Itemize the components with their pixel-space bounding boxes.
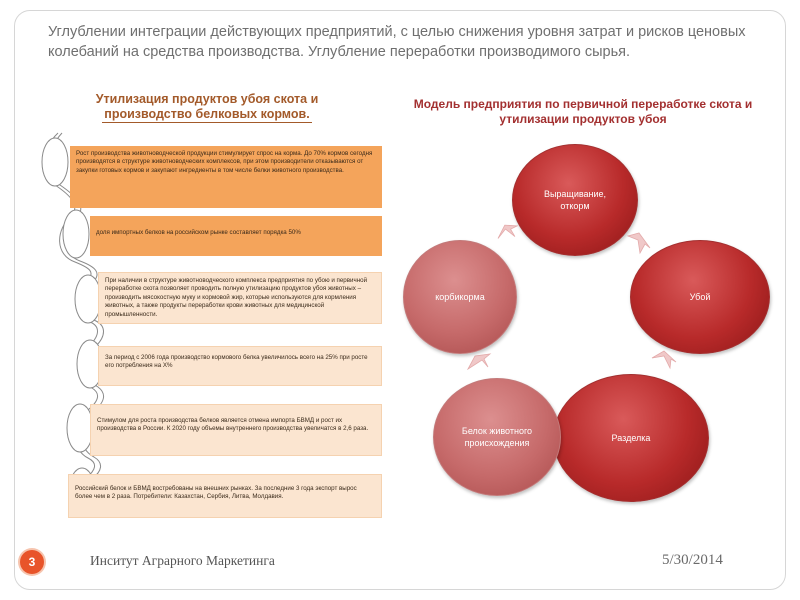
cycle-node-butchering [553,374,709,502]
left-panel-item-5: Стимулом для роста производства белков является отмена импорта БВМД и рост их производства в России. К 2020 году объемы внутреннего производства увеличатся в 2,6 раза. [90,404,382,456]
cycle-node-slaughter-label: Убой [689,292,711,302]
left-title-line1: Утилизация продуктов убоя скота и [95,92,319,106]
cycle-arrow-3 [652,351,676,368]
cycle-arrow-5 [468,354,490,369]
left-panel-item-6: Российский белок и БВМД востребованы на внешних рынках. За последние 3 года экспорт вырос более чем в 2 раза. Потребители: Казахстан, Сербия, Литва, Молдавия. [68,474,382,518]
right-panel-title: Модель предприятия по первичной переработке скота и утилизации продуктов убоя [413,97,753,126]
header-text: Углублении интеграции действующих предприятий, с целью снижения уровня затрат и рисков ценовых колебаний на средства производства. Углубление переработки производимого сырья. [48,24,746,60]
cycle-node-growing-label: Выращивание, откорм [543,189,607,211]
left-panel-item-3: При наличии в структуре животноводческого комплекса предприятия по убою и первичной переработке скота позволяет проводить полную утилизацию продуктов убоя животных – производить мясокостную муку и кормовой жир, которые используются для кормления животных, а также продукты переработки крови животных для медицинской промышленности. [98,272,382,324]
slide-number-badge: 3 [20,550,44,574]
left-panel-item-2: доля импортных белков на российском рынке составляет порядка 50% [90,216,382,256]
cycle-node-animal-protein-label: Белок животного происхождения [461,426,533,448]
cycle-node-butchering-label: Разделка [611,433,651,443]
cycle-node-animal-protein [433,378,561,496]
cycle-node-feed [403,240,517,354]
cycle-node-slaughter [630,240,770,354]
footer-date: 5/30/2014 [662,552,723,568]
left-title-line2: производство белковых кормов. [102,107,312,123]
cycle-node-growing [512,144,638,256]
cycle-node-feed-label: корбикорма [435,292,485,302]
left-panel-item-1: Рост производства животноводческой продукции стимулирует спрос на корма. До 70% кормов сегодня производятся в структуре животноводческих комплексов, при этом производители отказываются от закупки готовых кормов и закупают ингредиенты в том числе белки животного производства. [70,146,382,208]
footer-organization: Инситут Аграрного Маркетинга [90,553,275,568]
left-panel-item-4: За период с 2006 года производство кормового белка увеличилось всего на 25% при росте его потребления на Х% [98,346,382,386]
cycle-arrow-1 [496,223,519,239]
cycle-arrow-2 [628,233,650,253]
